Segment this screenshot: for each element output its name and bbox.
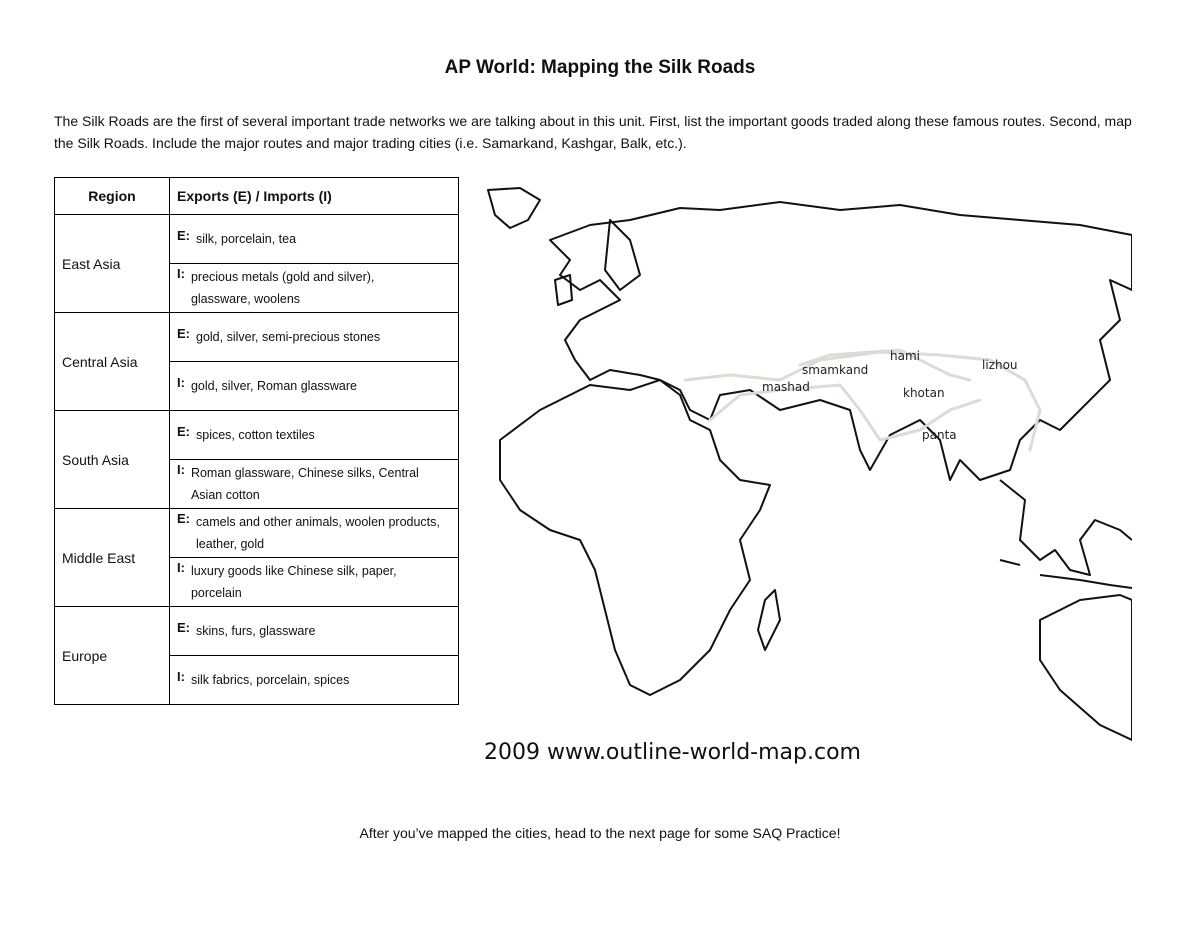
trade-table xyxy=(54,177,459,705)
page-title: AP World: Mapping the Silk Roads xyxy=(444,57,756,78)
export-tag: E: xyxy=(177,424,190,439)
city-label-mashad: mashad xyxy=(762,380,810,394)
imports-cell xyxy=(170,460,459,509)
australia-outline xyxy=(1040,595,1132,740)
export-tag: E: xyxy=(177,326,190,341)
exports-cell xyxy=(170,313,459,362)
map-credit: 2009 www.outline-world-map.com xyxy=(484,740,861,765)
table-row xyxy=(55,215,459,264)
region-cell: East Asia xyxy=(55,215,170,313)
footer-note: After you’ve mapped the cities, head to the next page for some SAQ Practice! xyxy=(359,825,841,841)
table-row xyxy=(55,509,459,558)
exports-cell xyxy=(170,411,459,460)
table-row xyxy=(55,607,459,656)
import-tag: I: xyxy=(177,669,185,684)
export-tag: E: xyxy=(177,511,190,526)
imports-value: precious metals (gold and silver), glassware, woolens xyxy=(190,270,375,306)
region-cell: Central Asia xyxy=(55,313,170,411)
table-row xyxy=(55,313,459,362)
region-cell: Middle East xyxy=(55,509,170,607)
imports-cell xyxy=(170,656,459,705)
scandinavia-outline xyxy=(605,220,640,290)
eurasia-outline xyxy=(488,188,1132,480)
import-tag: I: xyxy=(177,266,185,281)
imports-cell xyxy=(170,264,459,313)
imports-cell xyxy=(170,362,459,411)
british-isles-outline xyxy=(555,275,572,305)
region-header: Region xyxy=(55,178,170,215)
southeast-asia-outline xyxy=(1000,480,1132,575)
exports-cell xyxy=(170,607,459,656)
exports-cell xyxy=(170,215,459,264)
exports-cell xyxy=(170,509,459,558)
imports-value: silk fabrics, porcelain, spices xyxy=(190,673,350,687)
goods-header: Exports (E) / Imports (I) xyxy=(170,178,459,215)
exports-value: camels and other animals, woolen products, leather, gold xyxy=(196,515,440,551)
city-label-khotan: khotan xyxy=(903,386,945,400)
world-outline-map xyxy=(480,180,1132,750)
exports-value: skins, furs, glassware xyxy=(196,624,316,638)
region-cell: Europe xyxy=(55,607,170,705)
imports-value: gold, silver, Roman glassware xyxy=(190,379,357,393)
africa-outline xyxy=(500,380,770,695)
region-cell: South Asia xyxy=(55,411,170,509)
imports-value: luxury goods like Chinese silk, paper, porcelain xyxy=(190,564,397,600)
import-tag: I: xyxy=(177,375,185,390)
city-label-lizhou: lizhou xyxy=(982,358,1018,372)
exports-value: gold, silver, semi-precious stones xyxy=(196,330,381,344)
city-label-smamkand: smamkand xyxy=(802,363,869,377)
export-tag: E: xyxy=(177,228,190,243)
imports-cell xyxy=(170,558,459,607)
imports-value: Roman glassware, Chinese silks, Central Asian cotton xyxy=(190,466,419,502)
madagascar-outline xyxy=(758,590,780,650)
instructions: The Silk Roads are the first of several important trade networks we are talking about in this unit. First, list the important goods traded along these famous routes. Second, map the Silk Roads. Include the major routes and major trading cities (i.e. Samarkand, Kashgar, Balk, etc.). xyxy=(54,113,1132,151)
export-tag: E: xyxy=(177,620,190,635)
city-label-panta: panta xyxy=(922,428,957,442)
exports-value: silk, porcelain, tea xyxy=(196,232,297,246)
table-row xyxy=(55,411,459,460)
city-label-hami: hami xyxy=(890,349,920,363)
table-header-row xyxy=(55,178,459,215)
import-tag: I: xyxy=(177,462,185,477)
import-tag: I: xyxy=(177,560,185,575)
exports-value: spices, cotton textiles xyxy=(196,428,315,442)
